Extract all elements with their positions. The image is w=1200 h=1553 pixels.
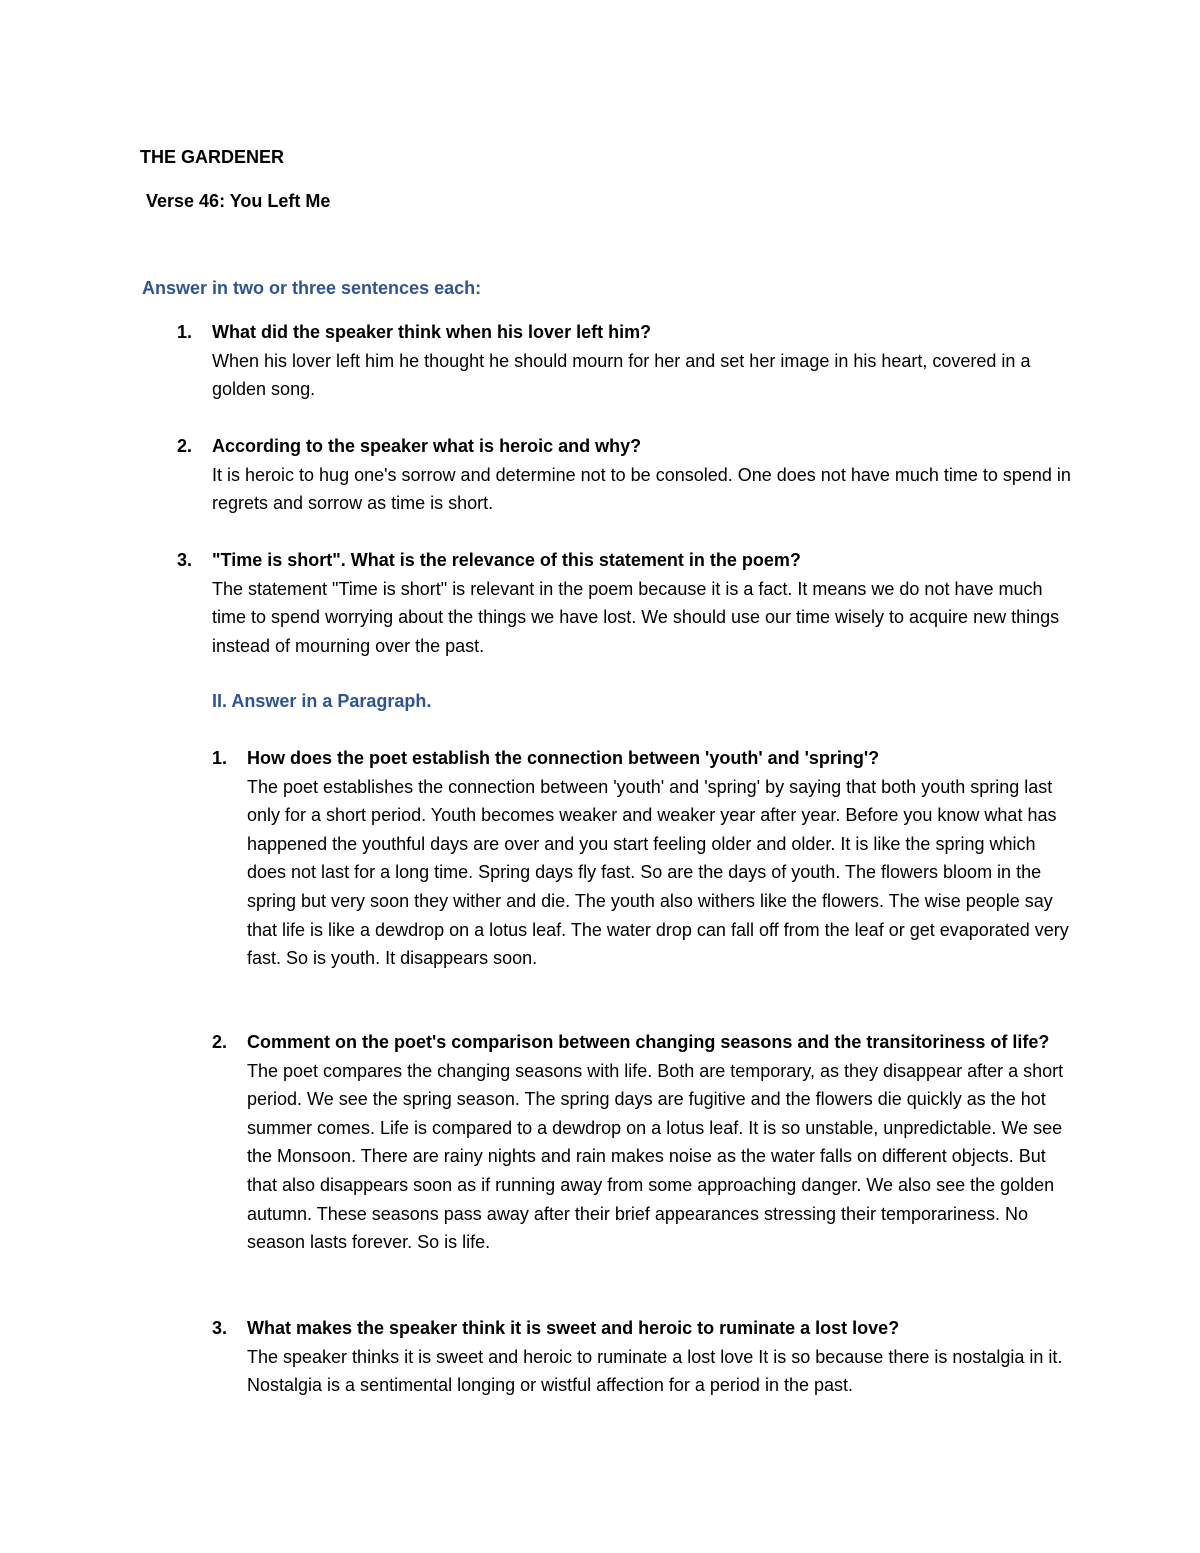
answer-text: When his lover left him he thought he should mourn for her and set her image in his heart, covered in a golden song. — [212, 350, 1031, 400]
section-2-item-2 — [212, 1028, 1077, 1257]
section-2-item-1 — [212, 744, 1077, 973]
section-1-item-3 — [177, 546, 1072, 660]
item-number: 2. — [177, 436, 193, 456]
question-text: Comment on the poet's comparison between changing seasons and the transitoriness of life? — [247, 1032, 1050, 1052]
section-2-heading: II. Answer in a Paragraph. — [212, 691, 432, 711]
section-1-item-2 — [177, 432, 1072, 518]
verse-title: Verse 46: You Left Me — [146, 191, 331, 211]
section-2-item-3 — [212, 1314, 1077, 1400]
question-text: According to the speaker what is heroic and why? — [212, 436, 642, 456]
answer-text: The poet establishes the connection between 'youth' and 'spring' by saying that both youth spring last only for a short period. Youth becomes weaker and weaker year after year. Before you know what has happened the youthful days are over and you start feeling older and older. It is like the spring which does not last for a long time. Spring days fly fast. So are the days of youth. The flowers bloom in the spring but very soon they wither and die. The youth also withers like the flowers. The wise people say that life is like a dewdrop on a lotus leaf. The water drop can fall off from the leaf or get evaporated very fast. So is youth. It disappears soon. — [247, 776, 1069, 969]
question-text: How does the poet establish the connection between 'youth' and 'spring'? — [247, 748, 880, 768]
document-title: THE GARDENER — [140, 147, 285, 167]
question-text: "Time is short". What is the relevance of this statement in the poem? — [212, 550, 801, 570]
item-number: 3. — [212, 1318, 228, 1338]
item-number: 1. — [177, 322, 193, 342]
section-1-heading: Answer in two or three sentences each: — [142, 278, 482, 298]
item-number: 1. — [212, 748, 228, 768]
item-number: 3. — [177, 550, 193, 570]
item-number: 2. — [212, 1032, 228, 1052]
answer-text: It is heroic to hug one's sorrow and determine not to be consoled. One does not have much time to spend in regrets and sorrow as time is short. — [212, 464, 1071, 514]
question-text: What did the speaker think when his lover left him? — [212, 322, 652, 342]
section-1-item-1 — [177, 318, 1072, 404]
answer-text: The speaker thinks it is sweet and heroic to ruminate a lost love It is so because there is nostalgia in it. Nostalgia is a sentimental longing or wistful affection for a period in the past. — [247, 1346, 1063, 1396]
answer-text: The statement "Time is short" is relevant in the poem because it is a fact. It means we do not have much time to spend worrying about the things we have lost. We should use our time wisely to acquire new things instead of mourning over the past. — [212, 578, 1060, 656]
question-text: What makes the speaker think it is sweet and heroic to ruminate a lost love? — [247, 1318, 900, 1338]
answer-text: The poet compares the changing seasons with life. Both are temporary, as they disappear after a short period. We see the spring season. The spring days are fugitive and the flowers die quickly as the hot summer comes. Life is compared to a dewdrop on a lotus leaf. It is so unstable, unpredictable. We see the Monsoon. There are rainy nights and rain makes noise as the water falls on different objects. But that also disappears soon as if running away from some approaching danger. We also see the golden autumn. These seasons pass away after their brief appearances stressing their temporariness. No season lasts forever. So is life. — [247, 1060, 1064, 1253]
